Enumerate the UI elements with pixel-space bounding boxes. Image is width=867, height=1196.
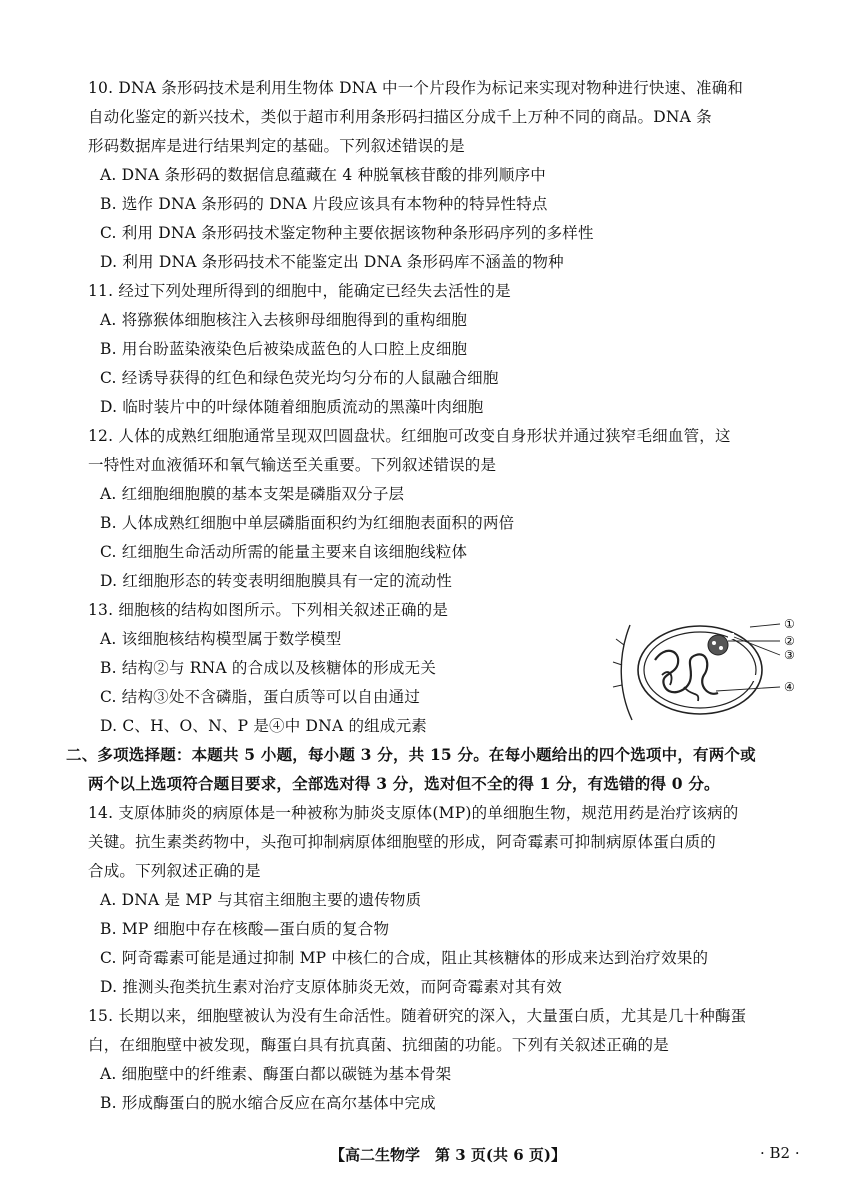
label-2: ② xyxy=(784,634,795,648)
q14-stem-line1: 14. 支原体肺炎的病原体是一种被称为肺炎支原体(MP)的单细胞生物，规范用药是治疗该病的 xyxy=(88,804,739,822)
q12-option-c: C. 红细胞生命活动所需的能量主要来自该细胞线粒体 xyxy=(100,543,468,561)
q14-stem-line3: 合成。下列叙述正确的是 xyxy=(88,862,261,880)
q10-option-a: A. DNA 条形码的数据信息蕴藏在 4 种脱氧核苷酸的排列顺序中 xyxy=(100,166,546,184)
q12-stem-line2: 一特性对血液循环和氧气输送至关重要。下列叙述错误的是 xyxy=(88,456,497,474)
nuclear-pore xyxy=(728,633,734,639)
leader-line-1 xyxy=(750,624,780,627)
nuclear-envelope-inner xyxy=(644,632,756,708)
q15-stem-line1: 15. 长期以来，细胞壁被认为没有生命活性。随着研究的深入，大量蛋白质，尤其是几十种酶蛋 xyxy=(88,1007,747,1025)
q10-stem-line3: 形码数据库是进行结果判定的基础。下列叙述错误的是 xyxy=(88,137,465,155)
q10-option-c: C. 利用 DNA 条形码技术鉴定物种主要依据该物种条形码序列的多样性 xyxy=(100,224,594,242)
page-footer-code: · B2 · xyxy=(760,1144,800,1162)
q14-option-b: B. MP 细胞中存在核酸—蛋白质的复合物 xyxy=(100,920,390,938)
q14-option-a: A. DNA 是 MP 与其宿主细胞主要的遗传物质 xyxy=(100,891,422,909)
q12-option-d: D. 红细胞形态的转变表明细胞膜具有一定的流动性 xyxy=(100,572,453,590)
section2-instructions-line1: 二、多项选择题：本题共 5 小题，每小题 3 分，共 15 分。在每小题给出的四个选项中，有两个或 xyxy=(66,745,756,764)
q10-stem-line1: 10. DNA 条形码技术是利用生物体 DNA 中一个片段作为标记来实现对物种进行快速、准确和 xyxy=(88,79,744,97)
page-footer-title: 【高二生物学 第 3 页(共 6 页)】 xyxy=(330,1146,566,1164)
q15-stem-line2: 白，在细胞壁中被发现，酶蛋白具有抗真菌、抗细菌的功能。下列有关叙述正确的是 xyxy=(88,1036,669,1054)
nucleolus-dot xyxy=(719,646,723,650)
nucleus-diagram xyxy=(600,615,810,725)
label-4: ④ xyxy=(784,680,795,694)
chromatin-strand xyxy=(662,672,698,701)
q12-option-a: A. 红细胞细胞膜的基本支架是磷脂双分子层 xyxy=(100,485,405,503)
nuclear-pore xyxy=(750,675,756,681)
q13-option-b: B. 结构②与 RNA 的合成以及核糖体的形成无关 xyxy=(100,659,437,677)
q13-option-c: C. 结构③处不含磷脂，蛋白质等可以自由通过 xyxy=(100,688,421,706)
cell-membrane-line xyxy=(621,625,632,720)
section2-instructions-line2: 两个以上选项符合题目要求，全部选对得 3 分，选对但不全的得 1 分，有选错的得 0 分。 xyxy=(88,774,720,793)
q10-option-b: B. 选作 DNA 条形码的 DNA 片段应该具有本物种的特异性特点 xyxy=(100,195,548,213)
q13-option-d: D. C、H、O、N、P 是④中 DNA 的组成元素 xyxy=(100,717,427,735)
q13-stem-line1: 13. 细胞核的结构如图所示。下列相关叙述正确的是 xyxy=(88,601,449,619)
q11-option-c: C. 经诱导获得的红色和绿色荧光均匀分布的人鼠融合细胞 xyxy=(100,369,499,387)
endoplasmic-reticulum-lines xyxy=(613,639,624,687)
label-1: ① xyxy=(784,617,795,631)
q14-option-d: D. 推测头孢类抗生素对治疗支原体肺炎无效，而阿奇霉素对其有效 xyxy=(100,978,562,996)
q11-option-d: D. 临时装片中的叶绿体随着细胞质流动的黑藻叶肉细胞 xyxy=(100,398,484,416)
q10-option-d: D. 利用 DNA 条形码技术不能鉴定出 DNA 条形码库不涵盖的物种 xyxy=(100,253,564,271)
nucleolus-dot xyxy=(712,641,716,645)
q13-option-a: A. 该细胞核结构模型属于数学模型 xyxy=(100,630,342,648)
q12-stem-line1: 12. 人体的成熟红细胞通常呈现双凹圆盘状。红细胞可改变自身形状并通过狭窄毛细血管，这 xyxy=(88,427,731,445)
label-3: ③ xyxy=(784,648,795,662)
q15-option-b: B. 形成酶蛋白的脱水缩合反应在高尔基体中完成 xyxy=(100,1094,436,1112)
nucleolus xyxy=(708,635,728,655)
q12-option-b: B. 人体成熟红细胞中单层磷脂面积约为红细胞表面积的两倍 xyxy=(100,514,515,532)
q11-stem-line1: 11. 经过下列处理所得到的细胞中，能确定已经失去活性的是 xyxy=(88,282,511,300)
q14-stem-line2: 关键。抗生素类药物中，头孢可抑制病原体细胞壁的形成，阿奇霉素可抑制病原体蛋白质的 xyxy=(88,833,717,851)
q11-option-b: B. 用台盼蓝染液染色后被染成蓝色的人口腔上皮细胞 xyxy=(100,340,468,358)
q15-option-a: A. 细胞壁中的纤维素、酶蛋白都以碳链为基本骨架 xyxy=(100,1065,452,1083)
nuclear-envelope-outer xyxy=(638,626,762,714)
q10-stem-line2: 自动化鉴定的新兴技术，类似于超市利用条形码扫描区分成千上万种不同的商品。DNA 条 xyxy=(88,108,712,126)
q11-option-a: A. 将猕猴体细胞核注入去核卵母细胞得到的重构细胞 xyxy=(100,311,468,329)
q14-option-c: C. 阿奇霉素可能是通过抑制 MP 中核仁的合成，阻止其核糖体的形成来达到治疗效果的 xyxy=(100,949,709,967)
nucleus-structure-figure xyxy=(600,615,810,725)
